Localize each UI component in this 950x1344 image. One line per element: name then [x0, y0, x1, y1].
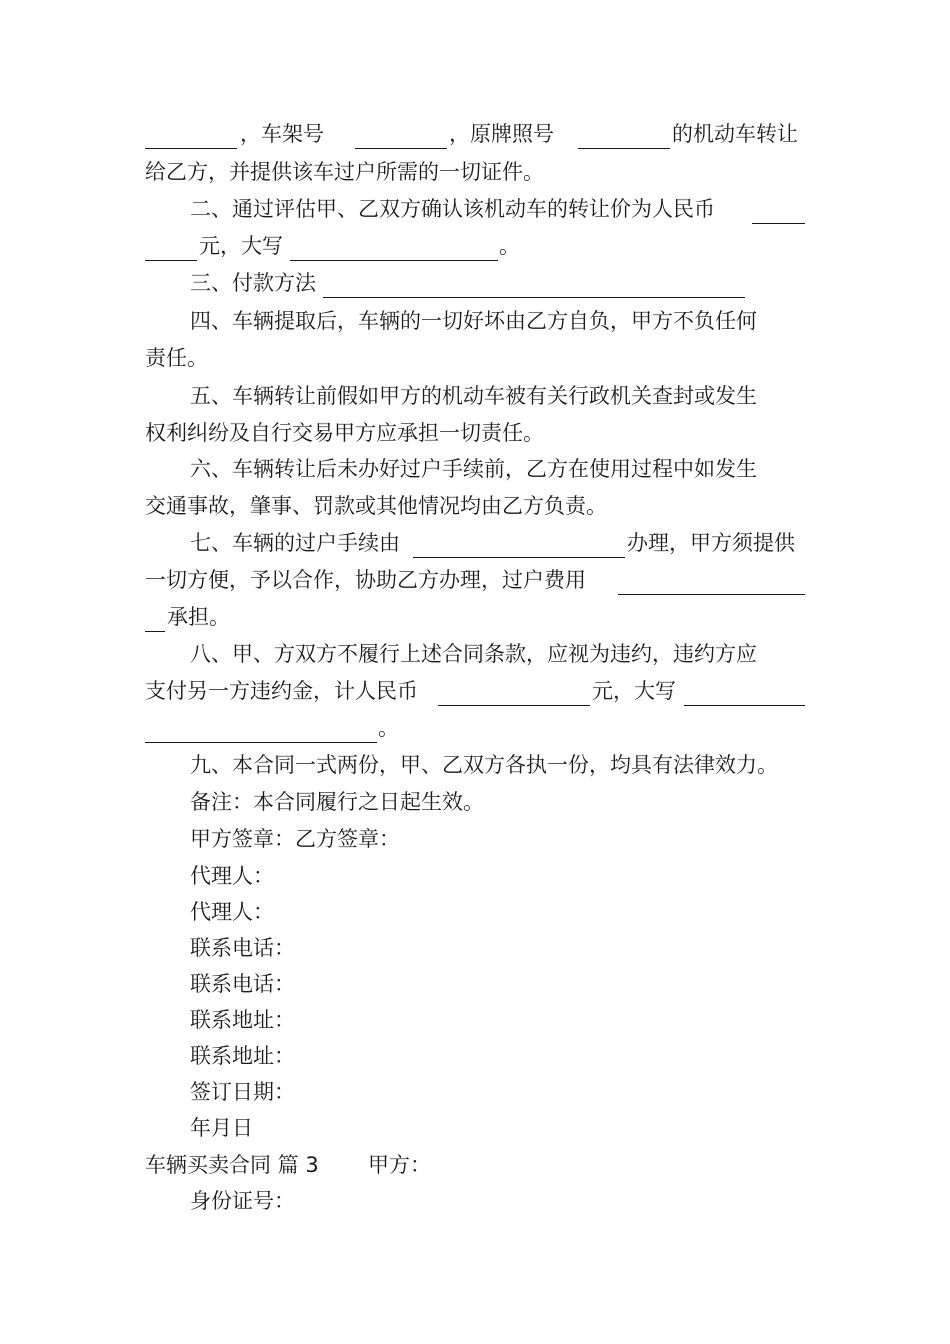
text-line: 的机动车转让	[672, 122, 798, 146]
sign-date-label: 签订日期：	[190, 1080, 295, 1104]
blank-field	[578, 128, 670, 149]
agent-label: 代理人：	[190, 900, 274, 924]
clause-3: 三、付款方法	[190, 271, 316, 295]
id-number-label: 身份证号：	[190, 1189, 295, 1213]
blank-field	[618, 574, 805, 595]
text-line: ，车架号	[240, 122, 324, 146]
blank-field	[413, 537, 625, 558]
text-line: 一切方便，予以合作，协助乙方办理，过户费用	[145, 568, 586, 592]
clause-7: 七、车辆的过户手续由	[190, 531, 400, 555]
address-label: 联系地址：	[190, 1044, 295, 1068]
date-line: 年月日	[190, 1116, 253, 1140]
blank-field	[145, 611, 165, 632]
section-title: 车辆买卖合同 篇 3	[145, 1153, 319, 1177]
text-line: 支付另一方违约金，计人民币	[145, 679, 418, 703]
text-line: 。	[499, 234, 520, 258]
clause-9: 九、本合同一式两份，甲、乙双方各执一份，均具有法律效力。	[190, 753, 778, 777]
blank-field	[145, 128, 237, 149]
text-line: 交通事故，肇事、罚款或其他情况均由乙方负责。	[145, 494, 607, 518]
text-line: 元，大写	[199, 234, 283, 258]
blank-field	[752, 203, 805, 224]
party-a-label: 甲方：	[368, 1153, 431, 1177]
blank-field	[355, 128, 447, 149]
text-line: 给乙方，并提供该车过户所需的一切证件。	[145, 160, 544, 184]
text-line: 。	[378, 716, 399, 740]
blank-field	[145, 722, 377, 743]
text-line: 办理，甲方须提供	[627, 531, 795, 555]
text-line: 权利纠纷及自行交易甲方应承担一切责任。	[145, 421, 544, 445]
blank-field	[684, 685, 805, 706]
clause-5: 五、车辆转让前假如甲方的机动车被有关行政机关查封或发生	[190, 384, 757, 408]
blank-field	[145, 240, 197, 261]
text-line: 责任。	[145, 346, 208, 370]
note: 备注：本合同履行之日起生效。	[190, 790, 484, 814]
text-line: 承担。	[167, 605, 230, 629]
clause-4: 四、车辆提取后，车辆的一切好坏由乙方自负，甲方不负任何	[190, 309, 757, 333]
text-line: 元，大写	[592, 679, 676, 703]
phone-label: 联系电话：	[190, 972, 295, 996]
text-line: ，原牌照号	[449, 122, 554, 146]
blank-field	[438, 685, 590, 706]
phone-label: 联系电话：	[190, 936, 295, 960]
clause-6: 六、车辆转让后未办好过户手续前，乙方在使用过程中如发生	[190, 457, 757, 481]
address-label: 联系地址：	[190, 1008, 295, 1032]
clause-2: 二、通过评估甲、乙双方确认该机动车的转让价为人民币	[190, 197, 715, 221]
agent-label: 代理人：	[190, 864, 274, 888]
blank-field	[290, 240, 498, 261]
signature-line: 甲方签章：乙方签章：	[190, 827, 400, 851]
blank-field	[323, 277, 745, 298]
clause-8: 八、甲、方双方不履行上述合同条款，应视为违约，违约方应	[190, 642, 757, 666]
